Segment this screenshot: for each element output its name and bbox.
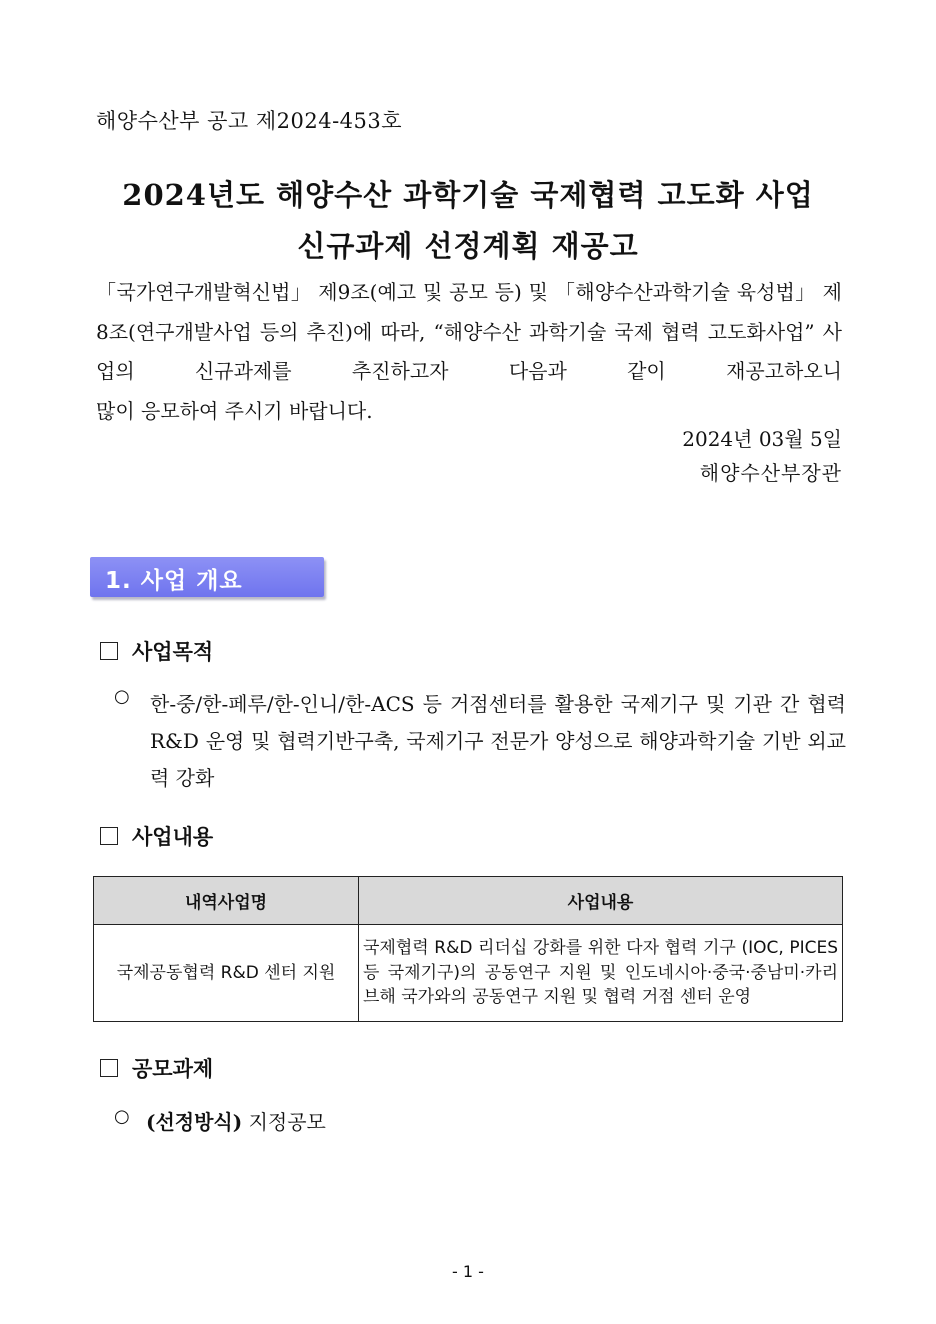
table-header-row xyxy=(94,877,843,925)
purpose-heading xyxy=(100,636,213,666)
intro-body: 「국가연구개발혁신법」 제9조(예고 및 공모 등) 및 「해양수산과학기술 육성법」 제8조(연구개발사업 등의 추진)에 따라, “해양수산 과학기술 국제 협력 고도화사업” 사업의 신규과제를 추진하고자 다음과 같이 재공고하오니 xyxy=(96,280,842,383)
purpose-text: 한-중/한-페루/한-인니/한-ACS 등 거점센터를 활용한 국제기구 및 기관 간 협력 R&D 운영 및 협력기반구축, 국제기구 전문가 양성으로 해양과학기술 기반 외교력 강화 xyxy=(150,692,846,790)
table-header-cell: 사업내용 xyxy=(359,877,843,925)
call-text xyxy=(146,1110,326,1134)
intro-body-last: 많이 응모하여 주시기 바랍니다. xyxy=(96,398,373,423)
table-header-cell: 내역사업명 xyxy=(94,877,359,925)
document-title-line1: 2024년도 해양수산 과학기술 국제협력 고도화 사업 xyxy=(122,178,814,212)
checkbox-square-icon xyxy=(100,642,118,660)
document-title-line2: 신규과제 선정계획 재공고 xyxy=(297,229,639,263)
content-heading xyxy=(100,821,213,851)
intro-paragraph xyxy=(96,273,842,431)
table-cell-program-content: 국제협력 R&D 리더십 강화를 위한 다자 협력 기구 (IOC, PICES 등 국제기구)의 공동연구 지원 및 인도네시아·중국·중남미·카리브해 국가와의 공동연구 지원 및 협력 거점 센터 운영 xyxy=(359,925,843,1022)
selection-method-label: (선정방식) xyxy=(146,1110,243,1134)
selection-method-value: 지정공모 xyxy=(248,1110,326,1134)
notice-number: 해양수산부 공고 제2024-453호 xyxy=(96,109,403,133)
checkbox-square-icon xyxy=(100,1059,118,1077)
purpose-bullet xyxy=(114,686,846,797)
call-heading xyxy=(100,1053,213,1083)
table-cell-program-name: 국제공동협력 R&D 센터 지원 xyxy=(94,925,359,1022)
purpose-heading-label: 사업목적 xyxy=(132,639,214,664)
table-row xyxy=(94,925,843,1022)
call-bullet xyxy=(114,1106,326,1135)
section-title: 1. 사업 개요 xyxy=(105,568,243,594)
call-heading-label: 공모과제 xyxy=(132,1056,214,1081)
notice-date: 2024년 03월 5일 xyxy=(682,427,842,451)
circle-bullet-icon: ○ xyxy=(114,1106,130,1127)
content-heading-label: 사업내용 xyxy=(132,824,214,849)
business-content-table xyxy=(93,876,843,1022)
page-number: - 1 - xyxy=(452,1262,484,1281)
checkbox-square-icon xyxy=(100,827,118,845)
signatory: 해양수산부장관 xyxy=(699,461,842,485)
section-badge xyxy=(90,557,324,597)
circle-bullet-icon: ○ xyxy=(114,686,130,707)
